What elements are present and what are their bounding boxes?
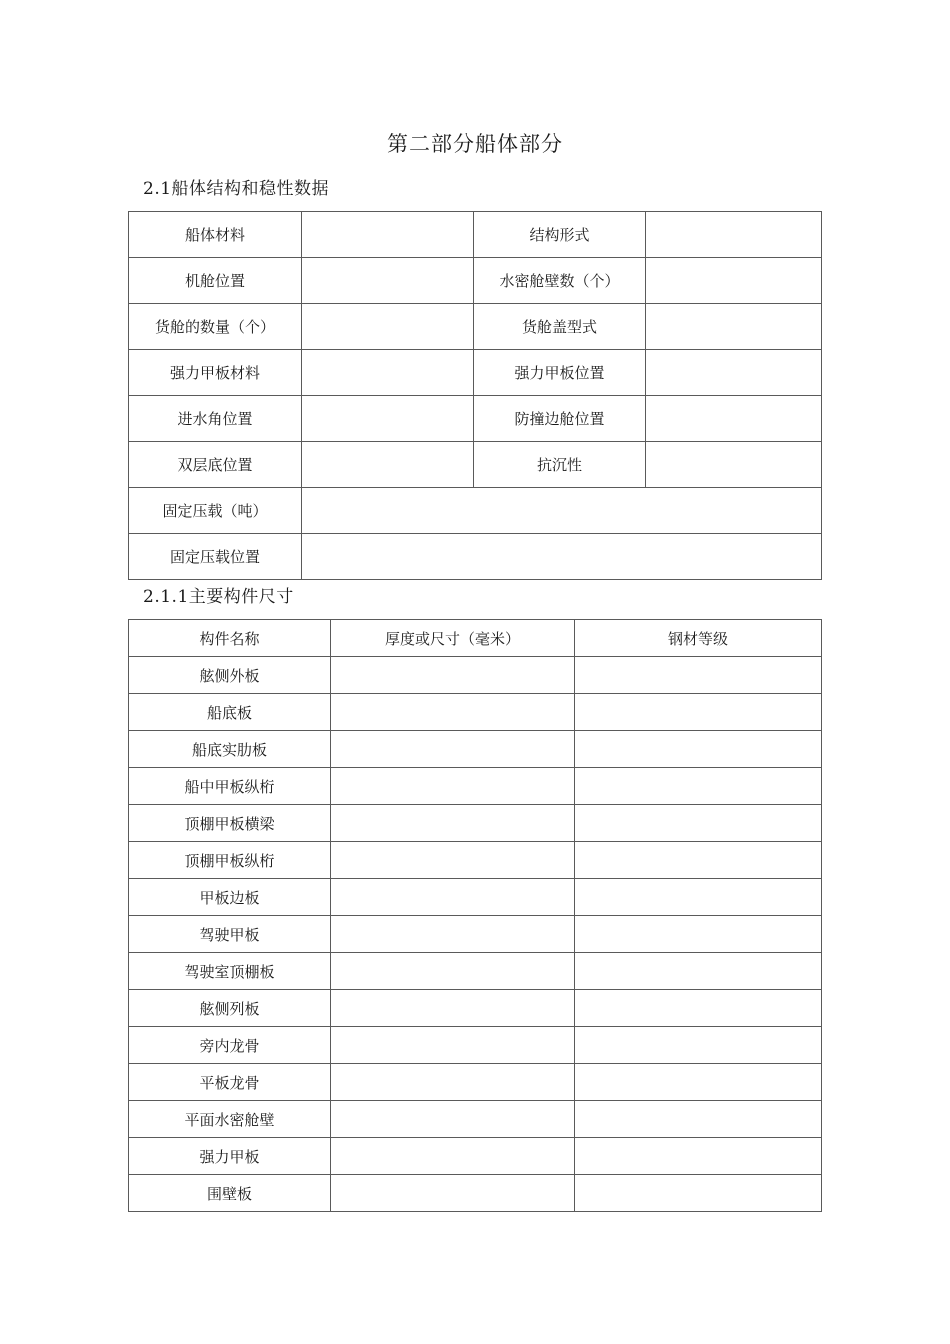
member-name: 驾驶甲板 [129, 916, 331, 953]
value-cell[interactable] [302, 396, 474, 442]
table-row [129, 396, 822, 442]
row-label: 固定压载位置 [129, 534, 302, 580]
thickness-cell[interactable] [331, 916, 575, 953]
thickness-cell[interactable] [331, 1027, 575, 1064]
steel-grade-cell[interactable] [575, 1027, 822, 1064]
steel-grade-cell[interactable] [575, 916, 822, 953]
steel-grade-cell[interactable] [575, 990, 822, 1027]
row-label: 水密舱壁数（个） [474, 258, 646, 304]
value-cell[interactable] [302, 488, 822, 534]
table-row [129, 990, 822, 1027]
steel-grade-cell[interactable] [575, 842, 822, 879]
member-name: 驾驶室顶棚板 [129, 953, 331, 990]
member-name: 旁内龙骨 [129, 1027, 331, 1064]
table-row [129, 1027, 822, 1064]
member-name: 顶棚甲板纵桁 [129, 842, 331, 879]
member-name: 平面水密舱壁 [129, 1101, 331, 1138]
value-cell[interactable] [646, 258, 822, 304]
table-row [129, 1064, 822, 1101]
table-row [129, 879, 822, 916]
main-member-dimensions-table [128, 619, 822, 1212]
thickness-cell[interactable] [331, 953, 575, 990]
member-name: 顶棚甲板横梁 [129, 805, 331, 842]
value-cell[interactable] [302, 304, 474, 350]
table-row [129, 1175, 822, 1212]
thickness-cell[interactable] [331, 805, 575, 842]
steel-grade-cell[interactable] [575, 805, 822, 842]
member-name: 强力甲板 [129, 1138, 331, 1175]
steel-grade-cell[interactable] [575, 1064, 822, 1101]
steel-grade-cell[interactable] [575, 694, 822, 731]
page-title: 第二部分船体部分 [387, 132, 563, 156]
table-row [129, 304, 822, 350]
table-row [129, 258, 822, 304]
value-cell[interactable] [646, 304, 822, 350]
table-row [129, 350, 822, 396]
row-label: 抗沉性 [474, 442, 646, 488]
member-name: 船底板 [129, 694, 331, 731]
member-name: 甲板边板 [129, 879, 331, 916]
table-row [129, 768, 822, 805]
steel-grade-cell[interactable] [575, 1138, 822, 1175]
table-header-row [129, 620, 822, 657]
row-label: 货舱的数量（个） [129, 304, 302, 350]
table-row [129, 212, 822, 258]
table-row [129, 953, 822, 990]
thickness-cell[interactable] [331, 1064, 575, 1101]
steel-grade-cell[interactable] [575, 657, 822, 694]
table-row [129, 694, 822, 731]
value-cell[interactable] [302, 212, 474, 258]
thickness-cell[interactable] [331, 768, 575, 805]
column-header-steel-grade: 钢材等级 [575, 620, 822, 657]
thickness-cell[interactable] [331, 657, 575, 694]
row-label: 双层底位置 [129, 442, 302, 488]
row-label: 机舱位置 [129, 258, 302, 304]
table-row [129, 534, 822, 580]
row-label: 强力甲板材料 [129, 350, 302, 396]
steel-grade-cell[interactable] [575, 731, 822, 768]
thickness-cell[interactable] [331, 731, 575, 768]
member-name: 围壁板 [129, 1175, 331, 1212]
steel-grade-cell[interactable] [575, 879, 822, 916]
row-label: 船体材料 [129, 212, 302, 258]
thickness-cell[interactable] [331, 1175, 575, 1212]
column-header-member-name: 构件名称 [129, 620, 331, 657]
column-header-thickness: 厚度或尺寸（毫米） [331, 620, 575, 657]
table-row [129, 842, 822, 879]
value-cell[interactable] [646, 212, 822, 258]
value-cell[interactable] [302, 442, 474, 488]
row-label: 结构形式 [474, 212, 646, 258]
table-row [129, 442, 822, 488]
thickness-cell[interactable] [331, 879, 575, 916]
section-heading-hull-structure: 2.1船体结构和稳性数据 [143, 179, 330, 199]
table-row [129, 731, 822, 768]
steel-grade-cell[interactable] [575, 1175, 822, 1212]
table-row [129, 1101, 822, 1138]
value-cell[interactable] [302, 258, 474, 304]
thickness-cell[interactable] [331, 694, 575, 731]
table-row [129, 657, 822, 694]
thickness-cell[interactable] [331, 1138, 575, 1175]
value-cell[interactable] [646, 442, 822, 488]
row-label: 固定压载（吨） [129, 488, 302, 534]
table-row [129, 488, 822, 534]
thickness-cell[interactable] [331, 842, 575, 879]
steel-grade-cell[interactable] [575, 953, 822, 990]
steel-grade-cell[interactable] [575, 768, 822, 805]
member-name: 平板龙骨 [129, 1064, 331, 1101]
row-label: 强力甲板位置 [474, 350, 646, 396]
thickness-cell[interactable] [331, 1101, 575, 1138]
section-heading-main-members: 2.1.1主要构件尺寸 [143, 587, 294, 607]
table-row [129, 805, 822, 842]
member-name: 船中甲板纵桁 [129, 768, 331, 805]
thickness-cell[interactable] [331, 990, 575, 1027]
value-cell[interactable] [646, 396, 822, 442]
row-label: 进水角位置 [129, 396, 302, 442]
table-row [129, 1138, 822, 1175]
table-row [129, 916, 822, 953]
row-label: 防撞边舱位置 [474, 396, 646, 442]
value-cell[interactable] [646, 350, 822, 396]
value-cell[interactable] [302, 534, 822, 580]
steel-grade-cell[interactable] [575, 1101, 822, 1138]
member-name: 舷侧外板 [129, 657, 331, 694]
row-label: 货舱盖型式 [474, 304, 646, 350]
member-name: 船底实肋板 [129, 731, 331, 768]
member-name: 舷侧列板 [129, 990, 331, 1027]
hull-structure-table [128, 211, 822, 580]
value-cell[interactable] [302, 350, 474, 396]
